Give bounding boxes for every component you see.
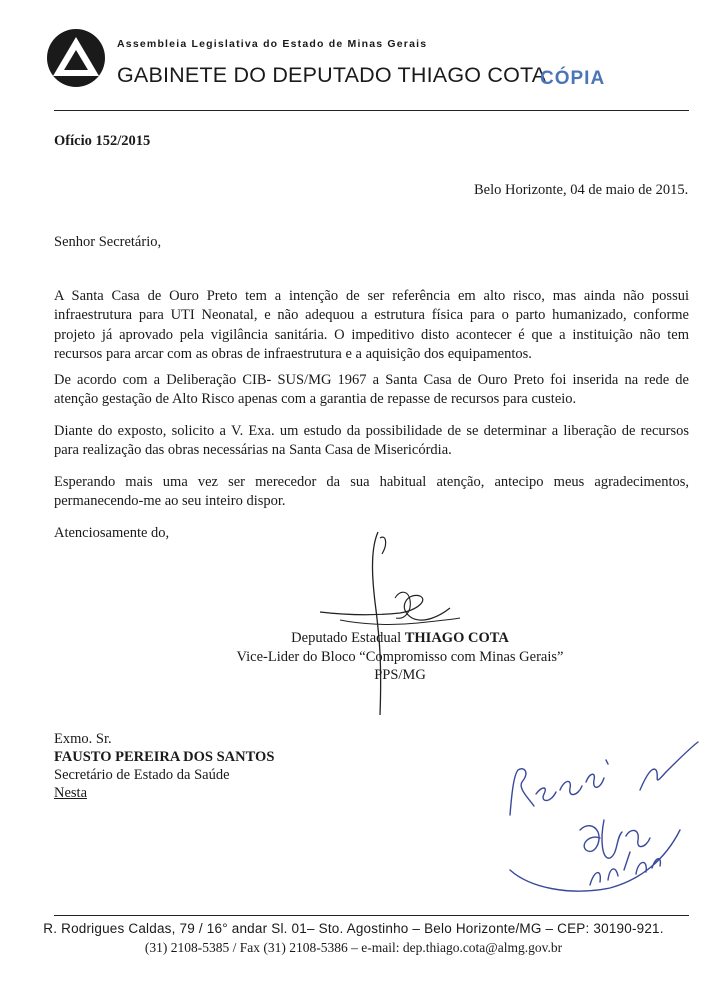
recipient-salutation: Exmo. Sr. [54,731,112,747]
signatory-party: PPS/MG [374,667,426,683]
signatory-title: Deputado Estadual [291,630,402,646]
assembly-logo [46,28,106,88]
recipient-block [54,730,274,802]
body-paragraph: Esperando mais uma vez ser merecedor da sua habitual atenção, antecipo meus agradecimentos, permanecendo-me ao seu inteiro dispor. [54,474,689,510]
assembly-logo-icon [46,28,106,88]
signatory-name: THIAGO COTA [404,630,509,646]
cabinet-title: GABINETE DO DEPUTADO THIAGO COTA [117,63,547,87]
recipient-position: Secretário de Estado da Saúde [54,767,230,783]
footer-divider [54,915,689,916]
header-divider [54,110,689,111]
body-paragraph: De acordo com a Deliberação CIB- SUS/MG 1967 a Santa Casa de Ouro Preto foi inserida na rede de atenção gestação de Alto Risco apenas com a garantia de repasse de recursos para custeio. [54,372,689,408]
signatory-role: Vice-Lider do Bloco “Compromisso com Minas Gerais” [236,648,564,665]
recipient-location: Nesta [54,785,88,801]
copy-stamp: CÓPIA [540,68,606,89]
office-number: Ofício 152/2015 [54,133,151,149]
signatory-line [150,629,650,648]
institution-name: Assembleia Legislativa do Estado de Minas Gerais [117,38,428,50]
recipient-name: FAUSTO PEREIRA DOS SANTOS [54,749,275,765]
body-paragraph: Diante do exposto, solicito a V. Exa. um estudo da possibilidade de se determinar a liberação de recursos para realização das obras necessárias na Santa Casa de Misericórdia. [54,423,689,459]
handwritten-receipt-note [490,720,700,900]
closing: Atenciosamente do, [54,525,170,541]
footer-address: R. Rodrigues Caldas, 79 / 16° andar Sl. 01– Sto. Agostinho – Belo Horizonte/MG – CEP: 30190-921. [43,921,664,936]
handwritten-signature [300,520,480,720]
salutation: Senhor Secretário, [54,234,162,250]
body-paragraph: A Santa Casa de Ouro Preto tem a intenção de ser referência em alto risco, mas ainda não possui infraestrutura para UTI Neonatal, e não adequou a estrutura física para o parto humanizado, conforme projeto já aprovado pela vigilância sanitária. O impeditivo disto acontecer é que a instituição não tem recursos para arcar com as obras de infraestrutura e a aquisição dos equipamentos. [54,288,689,362]
signature-block [150,629,650,685]
footer-contact: (31) 2108-5385 / Fax (31) 2108-5386 – e-mail: dep.thiago.cota@almg.gov.br [144,940,563,955]
date-line: Belo Horizonte, 04 de maio de 2015. [474,182,689,198]
